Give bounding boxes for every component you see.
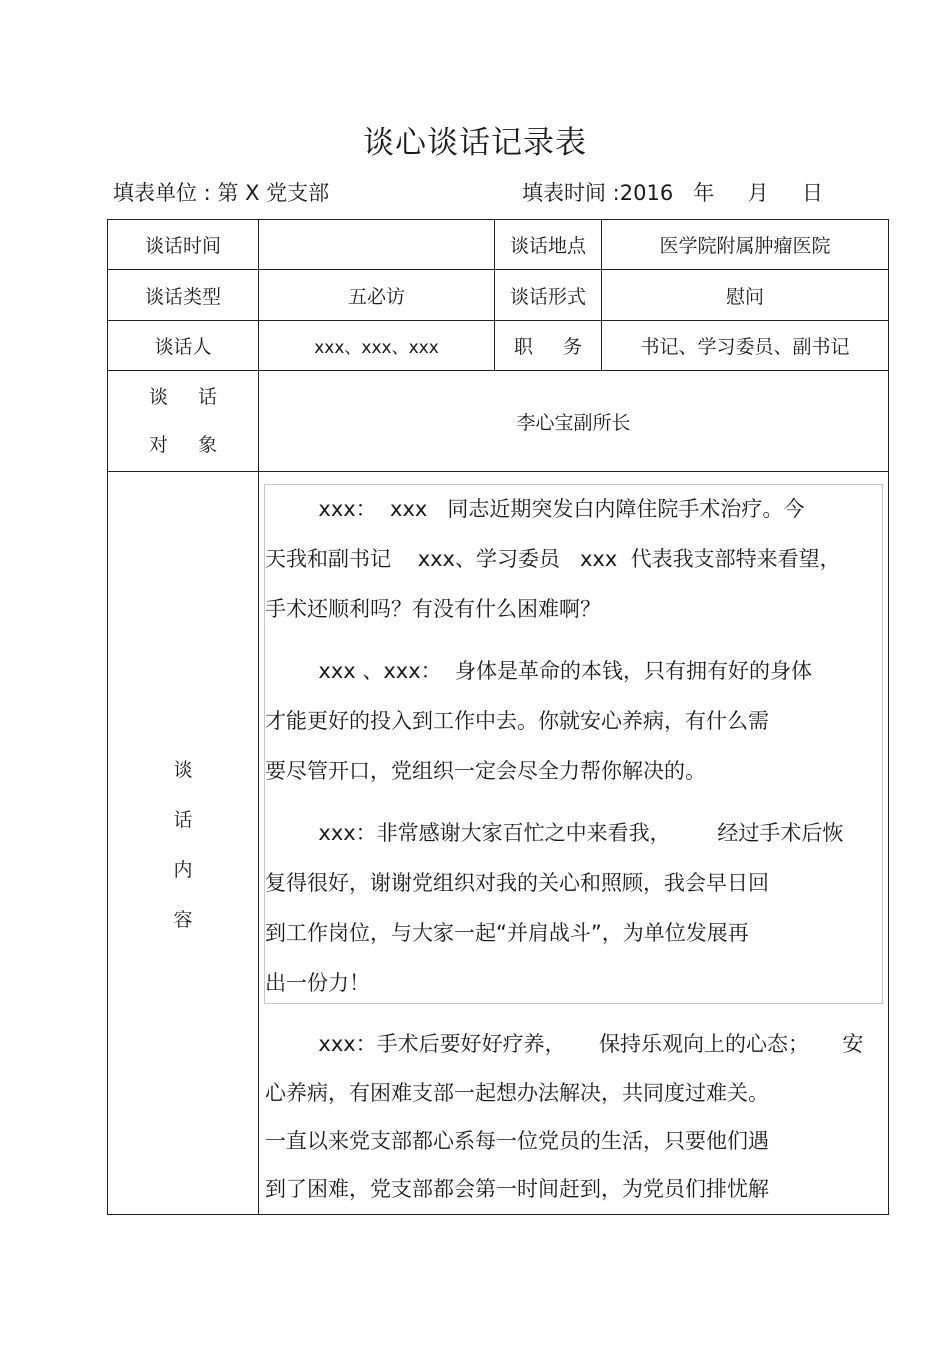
talk-time-value	[259, 220, 494, 269]
content-line: 天我和副书记 xxx、学习委员 xxx 代表我支部特来看望，	[265, 547, 841, 571]
talk-place-value: 医学院附属肿瘤医院	[659, 235, 831, 257]
content-line: xxx： xxx 同志近期突发白内障住院手术治疗。今	[265, 497, 805, 521]
content-label	[108, 745, 258, 945]
position-value: 书记、学习委员、副书记	[640, 336, 850, 358]
content-label-char: 话	[173, 809, 193, 831]
content-line: 手术还顺利吗？有没有什么困难啊？	[265, 597, 601, 621]
content-label-char: 谈	[173, 759, 193, 781]
content-paragraph-2	[265, 646, 883, 796]
target-label-line-2: 对 象	[148, 434, 218, 456]
content-paragraph-4	[265, 1019, 883, 1213]
fill-date: 填表时间 :2016 年 月 日	[522, 181, 823, 205]
content-line: 出一份力！	[265, 971, 370, 995]
document-title: 谈心谈话记录表	[363, 125, 587, 161]
content-label-char: 内	[173, 859, 193, 881]
fill-unit: 填表单位 : 第 X 党支部	[113, 181, 330, 205]
content-line: 复得很好，谢谢党组织对我的关心和照顾，我会早日回	[265, 871, 769, 895]
content-line: 一直以来党支部都心系每一位党员的生活，只要他们遇	[265, 1129, 769, 1153]
talk-place-label: 谈话地点	[509, 235, 586, 257]
content-line: 才能更好的投入到工作中去。你就安心养病，有什么需	[265, 709, 769, 733]
content-line: 到了困难，党支部都会第一时间赶到，为党员们排忧解	[265, 1177, 769, 1201]
content-line: 要尽管开口，党组织一定会尽全力帮你解决的。	[265, 759, 706, 783]
talk-form-label: 谈话形式	[509, 285, 586, 308]
target-label-line-1: 谈 话	[148, 386, 218, 408]
talk-type-value: 五必访	[347, 285, 405, 308]
content-line: xxx：手术后要好好疗养， 保持乐观向上的心态； 安	[265, 1032, 864, 1056]
position-label: 职 务	[513, 336, 583, 358]
talk-form-value: 慰问	[725, 285, 764, 308]
speaker-label: 谈话人	[154, 336, 212, 358]
content-line: xxx：非常感谢大家百忙之中来看我， 经过手术后恢	[265, 821, 844, 845]
row-divider	[107, 471, 889, 472]
target-label	[108, 371, 258, 471]
content-line: 到工作岗位，与大家一起“并肩战斗”，为单位发展再	[265, 921, 749, 945]
content-label-char: 容	[173, 909, 193, 931]
talk-time-label: 谈话时间	[144, 235, 221, 257]
target-value: 李心宝副所长	[516, 411, 631, 434]
content-paragraph-3	[265, 808, 883, 1008]
content-line: 心养病，有困难支部一起想办法解决，共同度过难关。	[265, 1081, 769, 1105]
content-paragraph-1	[265, 484, 883, 634]
talk-type-label: 谈话类型	[144, 285, 221, 308]
speaker-value: xxx、xxx、xxx	[314, 338, 439, 358]
content-line: xxx 、xxx： 身体是革命的本钱，只有拥有好的身体	[265, 659, 812, 683]
